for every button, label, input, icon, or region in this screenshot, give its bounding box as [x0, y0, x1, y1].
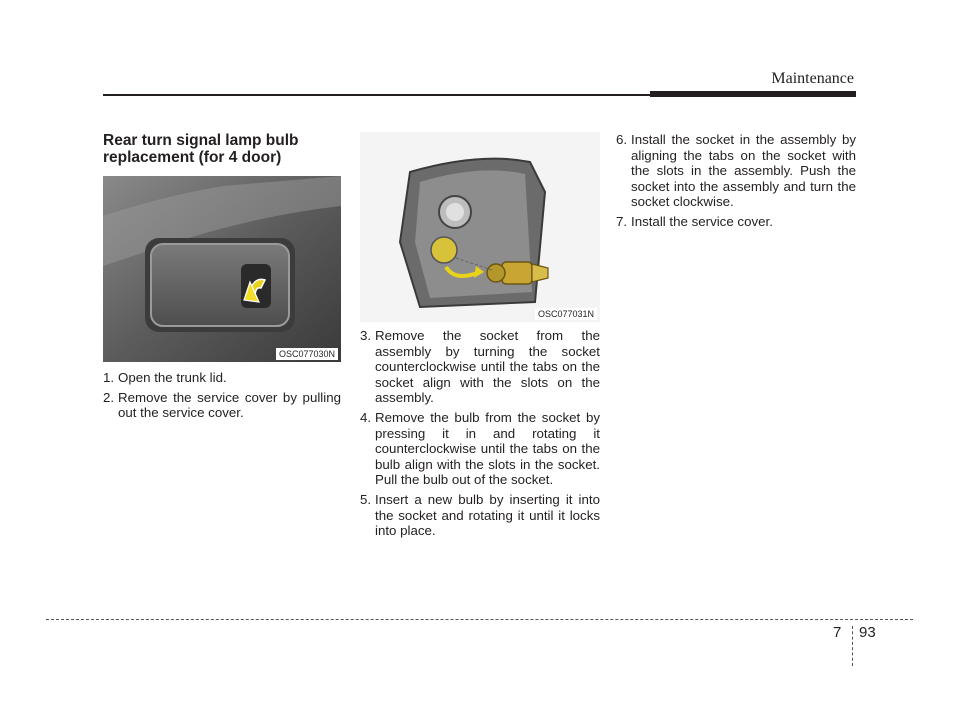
step-item	[616, 214, 856, 230]
service-cover-photo	[103, 176, 341, 362]
step-text: Remove the socket from the assembly by turning the socket counterclockwise until the tabs on the socket align with the slots on the assembly.	[375, 328, 600, 406]
step-number: 2.	[103, 389, 115, 405]
step-number: 4.	[360, 409, 372, 425]
steps-list	[616, 132, 856, 230]
section-title: Maintenance	[771, 70, 854, 87]
trunk-service-cover-illustration	[103, 176, 341, 362]
image-label: OSC077030N	[276, 348, 338, 360]
footer-divider	[46, 619, 913, 620]
step-text: Remove the bulb from the socket by pressing it in and rotating it counterclockwise until the tabs on the bulb align with the slots in the socket. Pull the bulb out of the socket.	[375, 409, 600, 488]
header-rule-accent	[650, 91, 856, 97]
chapter-number: 7	[833, 624, 842, 641]
step-number: 5.	[360, 491, 372, 507]
steps-list	[103, 370, 341, 421]
step-number: 1.	[103, 370, 115, 385]
step-number: 6.	[616, 132, 628, 147]
image-label: OSC077031N	[535, 308, 597, 320]
step-text: Open the trunk lid.	[118, 370, 227, 385]
step-item	[616, 132, 856, 210]
socket-removal-photo	[360, 132, 600, 322]
page-number-divider	[852, 626, 853, 666]
step-text: Install the service cover.	[631, 213, 773, 229]
column-3	[616, 132, 856, 234]
step-item	[360, 492, 600, 539]
column-1	[103, 132, 341, 425]
lamp-socket-illustration	[360, 132, 600, 322]
step-number: 3.	[360, 328, 372, 343]
step-item	[103, 370, 341, 386]
step-item	[103, 390, 341, 421]
step-text: Install the socket in the assembly by aligning the tabs on the socket with the slots in the assembly. Push the socket into the assembly and turn the socket clockwise.	[631, 132, 856, 210]
header-rule	[103, 94, 650, 96]
step-number: 7.	[616, 213, 628, 229]
page-number: 93	[859, 624, 876, 641]
procedure-heading: Rear turn signal lamp bulb replacement (for 4 door)	[103, 132, 299, 166]
step-item	[360, 328, 600, 406]
step-text: Insert a new bulb by inserting it into the socket and rotating it until it locks into place.	[375, 491, 600, 539]
steps-list	[360, 328, 600, 539]
column-2	[360, 132, 600, 543]
step-text: Remove the service cover by pulling out the service cover.	[118, 389, 341, 421]
step-item	[360, 410, 600, 488]
